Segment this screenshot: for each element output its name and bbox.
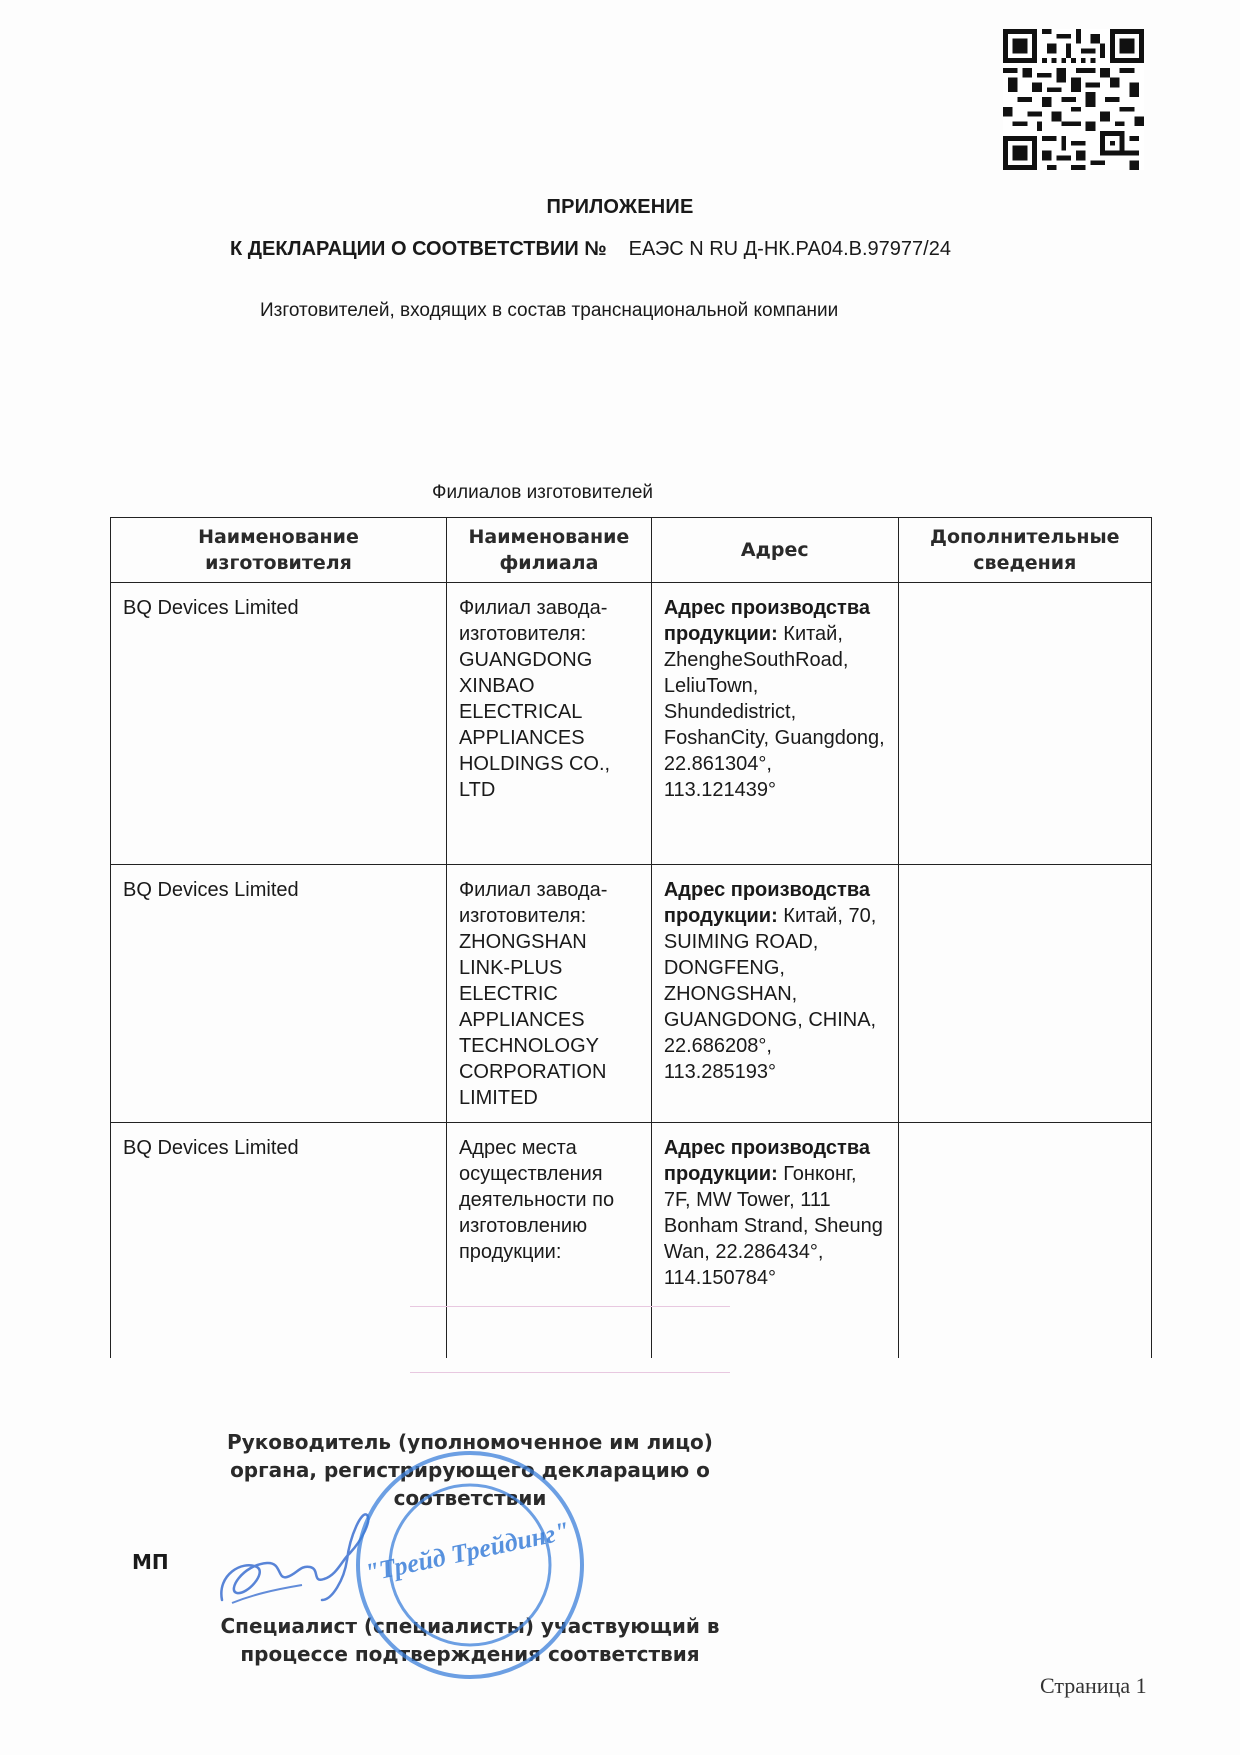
cell-address: Адрес производства продукции: Гонконг, 7F, MW Tower, 111 Bonham Strand, Sheung Wan, 22.286434°, 114.150784° — [651, 1123, 898, 1358]
table-header-row — [111, 518, 1152, 583]
qr-code-icon — [1003, 27, 1144, 172]
scan-artifact-line — [410, 1306, 730, 1307]
branches-table — [110, 517, 1152, 1358]
cell-manufacturer: BQ Devices Limited — [111, 865, 447, 1123]
specialist-signatory-title: Специалист (специалисты) участвующий в процессе подтверждения соответствия — [220, 1614, 720, 1666]
declaration-line — [230, 238, 951, 261]
cell-extra-info — [898, 1123, 1151, 1358]
svg-text:"Трейд Трейдинг": "Трейд Трейдинг" — [362, 1515, 573, 1588]
head-signatory-title: Руководитель (уполномоченное им лицо) органа, регистрирующего декларацию о соответствии — [227, 1430, 713, 1510]
table-caption: Филиалов изготовителей — [432, 482, 654, 503]
cell-branch: Филиал завода-изготовителя: ZHONGSHAN LINK-PLUS ELECTRIC APPLIANCES TECHNOLOGY CORPORATION LIMITED — [446, 865, 651, 1123]
table-row — [111, 583, 1152, 865]
header-extra-info: Дополнительные сведения — [898, 518, 1151, 583]
signature-icon — [212, 1505, 382, 1610]
cell-extra-info — [898, 583, 1151, 865]
cell-address: Адрес производства продукции: Китай, 70, SUIMING ROAD, DONGFENG, ZHONGSHAN, GUANGDONG, CHINA, 22.686208°, 113.285193° — [651, 865, 898, 1123]
seal-place-label: МП — [132, 1550, 169, 1574]
header-manufacturer: Наименование изготовителя — [111, 518, 447, 583]
cell-manufacturer: BQ Devices Limited — [111, 1123, 447, 1358]
declaration-label: К ДЕКЛАРАЦИИ О СООТВЕТСТВИИ № — [230, 238, 607, 260]
header-branch: Наименование филиала — [446, 518, 651, 583]
document-title: ПРИЛОЖЕНИЕ — [546, 196, 694, 218]
header-address: Адрес — [651, 518, 898, 583]
declaration-number: ЕАЭС N RU Д-НК.РА04.В.97977/24 — [628, 238, 951, 260]
cell-extra-info — [898, 865, 1151, 1123]
table-row — [111, 865, 1152, 1123]
scan-artifact-line — [410, 1372, 730, 1373]
document-subtitle: Изготовителей, входящих в состав транснациональной компании — [260, 300, 839, 321]
cell-manufacturer: BQ Devices Limited — [111, 583, 447, 865]
page-number: Страница 1 — [1040, 1673, 1147, 1698]
cell-address: Адрес производства продукции: Китай, ZhengheSouthRoad, LeliuTown, Shundedistrict, FoshanCity, Guangdong, 22.861304°, 113.121439° — [651, 583, 898, 865]
cell-branch: Филиал завода-изготовителя: GUANGDONG XINBAO ELECTRICAL APPLIANCES HOLDINGS CO., LTD — [446, 583, 651, 865]
cell-branch: Адрес места осуществления деятельности по изготовлению продукции: — [446, 1123, 651, 1358]
table-row — [111, 1123, 1152, 1358]
